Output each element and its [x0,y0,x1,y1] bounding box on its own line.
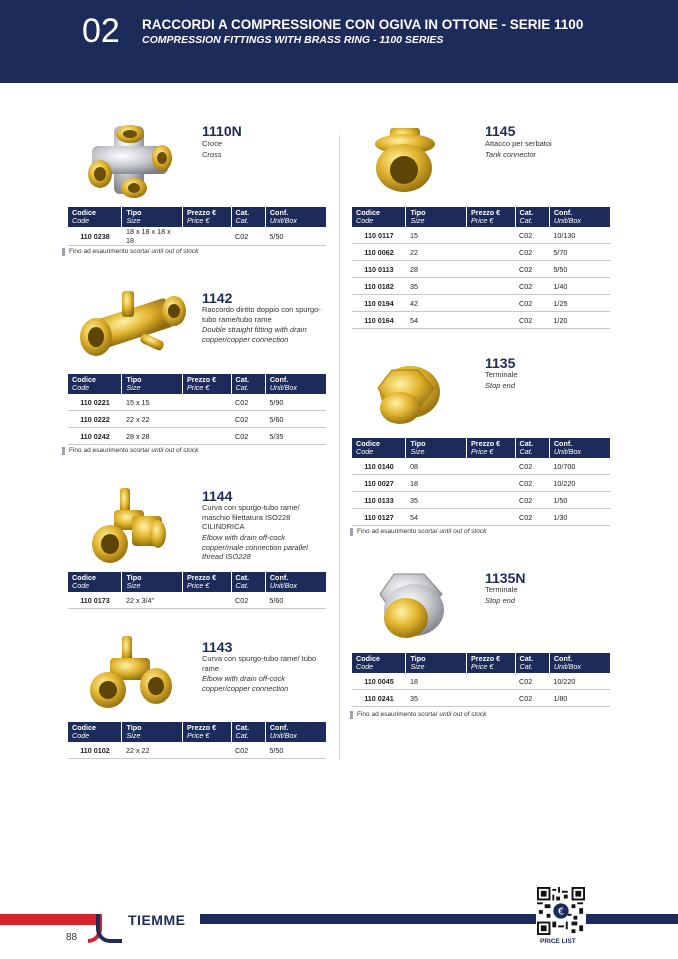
column-header-price: Prezzo € Price € [183,374,232,394]
table-row [68,394,326,411]
cell-price [183,411,232,428]
cell-box: 10/700 [549,458,610,475]
product-code-1135: 1135 [485,355,516,371]
column-divider [339,135,340,760]
column-header-code: Codice Code [352,438,406,458]
cell-cat: C02 [231,394,265,411]
cell-size: 22 x 22 [122,411,183,428]
product-code-1135n: 1135N [485,570,526,586]
column-header-code: Codice Code [352,207,406,227]
column-header-price: Prezzo € Price € [467,207,516,227]
cell-size: 22 [406,244,467,261]
cell-price [467,244,516,261]
price-table-1135n [352,653,610,707]
product-desc-it-1135n: Terminale [485,585,518,594]
cell-code: 110 0164 [352,312,406,329]
section-number: 02 [82,12,120,50]
cell-box: 1/80 [549,690,610,707]
column-header-cat: Cat. Cat. [231,374,265,394]
tank-connector-photo [368,124,442,198]
column-header-size: Tipo Size [122,207,183,227]
cell-code: 110 0117 [352,227,406,244]
cell-price [183,592,232,609]
column-header-cat: Cat. Cat. [515,438,549,458]
cell-code: 110 0194 [352,295,406,312]
cell-box: 5/50 [265,742,326,759]
cell-code: 110 0133 [352,492,406,509]
brand-logo: TIEMME [128,912,186,928]
price-table-1142 [68,374,326,445]
column-header-code: Codice Code [68,572,122,592]
product-desc-en-1145: Tank connector [485,150,537,159]
table-row [352,295,610,312]
price-table-1145 [352,207,610,329]
cell-price [467,492,516,509]
cell-cat: C02 [515,492,549,509]
table-row [352,492,610,509]
column-header-size: Tipo Size [406,438,467,458]
table-header-row [352,438,610,458]
product-desc-en-1142: Double straight fitting with drain copper/copper connection [202,325,307,344]
column-header-box: Conf. Unit/Box [265,374,326,394]
page-header [0,0,678,83]
header-title-en: COMPRESSION FITTINGS WITH BRASS RING - 1100 SERIES [142,34,444,46]
cell-price [467,458,516,475]
cell-box: 10/220 [549,673,610,690]
footer-navy-curve [96,914,122,943]
cell-size: 22 x 3/4" [122,592,183,609]
cell-box: 5/50 [549,261,610,278]
stock-note-1110n: Fino ad esaurimento scorta/ until out of stock [62,248,198,256]
column-header-price: Prezzo € Price € [467,438,516,458]
price-list-label: PRICE LIST [540,938,576,945]
table-row [352,227,610,244]
product-desc-en-1135n: Stop end [485,596,516,605]
table-row [68,592,326,609]
cell-cat: C02 [231,227,265,246]
column-header-cat: Cat. Cat. [515,653,549,673]
product-code-1143: 1143 [202,639,233,655]
cell-cat: C02 [515,227,549,244]
cell-price [467,227,516,244]
stock-note-1135n: Fino ad esaurimento scorta/ until out of stock [350,711,486,719]
column-header-cat: Cat. Cat. [231,572,265,592]
cell-price [467,295,516,312]
cell-size: 35 [406,278,467,295]
table-row [352,312,610,329]
cell-box: 1/25 [549,295,610,312]
cell-size: 28 [406,261,467,278]
column-header-size: Tipo Size [122,722,183,742]
column-header-box: Conf. Unit/Box [265,722,326,742]
cell-price [183,742,232,759]
column-header-box: Conf. Unit/Box [549,438,610,458]
page-number: 88 [66,932,78,943]
cell-box: 10/130 [549,227,610,244]
footer-navy-stripe [200,914,678,924]
cell-cat: C02 [515,278,549,295]
cell-price [467,278,516,295]
product-desc-en-1135: Stop end [485,381,516,390]
column-header-price: Prezzo € Price € [183,572,232,592]
table-row [68,742,326,759]
product-code-1144: 1144 [202,488,233,504]
price-table-1144 [68,572,326,609]
column-header-box: Conf. Unit/Box [549,653,610,673]
table-header-row [352,653,610,673]
table-row [352,509,610,526]
cell-cat: C02 [515,673,549,690]
table-row [352,278,610,295]
cell-code: 110 0173 [68,592,122,609]
cell-cat: C02 [515,509,549,526]
elbow-fitting-male-photo [84,486,174,568]
column-header-cat: Cat. Cat. [515,207,549,227]
cell-box: 5/60 [265,592,326,609]
price-table-1135 [352,438,610,526]
cell-cat: C02 [515,295,549,312]
table-header-row [68,572,326,592]
cell-box: 5/60 [265,411,326,428]
cell-price [467,261,516,278]
table-row [352,244,610,261]
chrome-stop-end-photo [372,566,452,644]
cell-code: 110 0062 [352,244,406,261]
table-row [68,227,326,246]
cell-box: 1/50 [549,492,610,509]
cell-price [467,475,516,492]
cell-box: 1/40 [549,278,610,295]
cell-cat: C02 [231,592,265,609]
product-desc-en-1110n: Cross [202,150,222,159]
cell-cat: C02 [515,475,549,492]
table-header-row [68,374,326,394]
cell-size: 22 x 22 [122,742,183,759]
table-row [68,411,326,428]
table-header-row [352,207,610,227]
column-header-price: Prezzo € Price € [467,653,516,673]
cell-code: 110 0182 [352,278,406,295]
cell-size: 54 [406,312,467,329]
table-row [352,458,610,475]
column-header-code: Codice Code [68,207,122,227]
cell-box: 5/35 [265,428,326,445]
product-desc-it-1142: Raccordo diritto doppio con spurgo-tubo rame/tubo rame [202,305,321,324]
cell-cat: C02 [515,690,549,707]
table-row [68,428,326,445]
cell-code: 110 0238 [68,227,122,246]
table-row [352,690,610,707]
column-header-cat: Cat. Cat. [231,722,265,742]
column-header-price: Prezzo € Price € [183,722,232,742]
cell-code: 110 0127 [352,509,406,526]
cell-code: 110 0027 [352,475,406,492]
stop-end-photo [372,358,444,430]
product-desc-it-1135: Terminale [485,370,518,379]
cell-size: 18 [406,673,467,690]
column-header-cat: Cat. Cat. [231,207,265,227]
cell-size: 18 x 18 x 18 x 18 [122,227,183,246]
product-desc-it-1110n: Croce [202,139,223,148]
stock-note-1142: Fino ad esaurimento scorta/ until out of stock [62,447,198,455]
price-table-1143 [68,722,326,759]
cell-cat: C02 [231,428,265,445]
column-header-code: Codice Code [68,374,122,394]
cell-code: 110 0113 [352,261,406,278]
cell-code: 110 0242 [68,428,122,445]
cell-price [467,673,516,690]
header-title-it: RACCORDI A COMPRESSIONE CON OGIVA IN OTTONE - SERIE 1100 [142,17,584,32]
cell-box: 5/70 [549,244,610,261]
double-straight-fitting-photo [72,287,190,365]
cell-cat: C02 [515,458,549,475]
table-row [352,261,610,278]
cell-size: 35 [406,690,467,707]
product-desc-it-1144: Curva con spurgo-tubo rame/ maschio filettatura ISO228 CILINDRICA [202,503,300,531]
stock-note-1135: Fino ad esaurimento scorta/ until out of stock [350,528,486,536]
cell-box: 5/50 [265,227,326,246]
cell-price [183,428,232,445]
cell-size: 54 [406,509,467,526]
table-header-row [68,207,326,227]
cell-code: 110 0241 [352,690,406,707]
footer-red-stripe [0,914,100,925]
cell-code: 110 0140 [352,458,406,475]
cell-size: 42 [406,295,467,312]
cell-cat: C02 [231,742,265,759]
table-row [352,475,610,492]
qr-code-icon[interactable] [536,887,586,935]
column-header-box: Conf. Unit/Box [549,207,610,227]
cell-size: 35 [406,492,467,509]
cell-cat: C02 [231,411,265,428]
column-header-size: Tipo Size [122,374,183,394]
price-table-1110n [68,207,326,246]
table-header-row [68,722,326,742]
cell-cat: C02 [515,312,549,329]
cell-price [467,312,516,329]
cell-price [467,690,516,707]
cell-size: 28 x 28 [122,428,183,445]
cell-code: 110 0102 [68,742,122,759]
cell-code: 110 0221 [68,394,122,411]
cell-box: 10/220 [549,475,610,492]
cell-box: 5/90 [265,394,326,411]
cell-price [183,394,232,411]
column-header-size: Tipo Size [122,572,183,592]
cell-cat: C02 [515,244,549,261]
product-desc-it-1143: Curva con spurgo-tubo rame/ tubo rame [202,654,317,673]
column-header-size: Tipo Size [406,653,467,673]
product-desc-it-1145: Attacco per serbatoi [485,139,552,148]
product-desc-en-1144: Elbow with drain off-cock copper/male connection parallel thread ISO228 [202,533,308,561]
table-row [352,673,610,690]
product-code-1145: 1145 [485,123,516,139]
column-header-code: Codice Code [68,722,122,742]
cell-box: 1/20 [549,312,610,329]
product-code-1110n: 1110N [202,123,242,139]
column-header-box: Conf. Unit/Box [265,572,326,592]
cell-size: 18 [406,475,467,492]
product-code-1142: 1142 [202,290,233,306]
column-header-code: Codice Code [352,653,406,673]
cross-fitting-photo [84,118,176,202]
column-header-box: Conf. Unit/Box [265,207,326,227]
cell-box: 1/30 [549,509,610,526]
cell-cat: C02 [515,261,549,278]
product-desc-en-1143: Elbow with drain off-cock copper/copper connection [202,674,289,693]
cell-code: 110 0045 [352,673,406,690]
cell-price [467,509,516,526]
elbow-fitting-drain-photo [82,634,182,714]
cell-size: 15 x 15 [122,394,183,411]
cell-price [183,227,232,246]
cell-code: 110 0222 [68,411,122,428]
cell-size: 15 [406,227,467,244]
column-header-size: Tipo Size [406,207,467,227]
svg-text:€: € [557,906,565,918]
column-header-price: Prezzo € Price € [183,207,232,227]
cell-size: 08 [406,458,467,475]
